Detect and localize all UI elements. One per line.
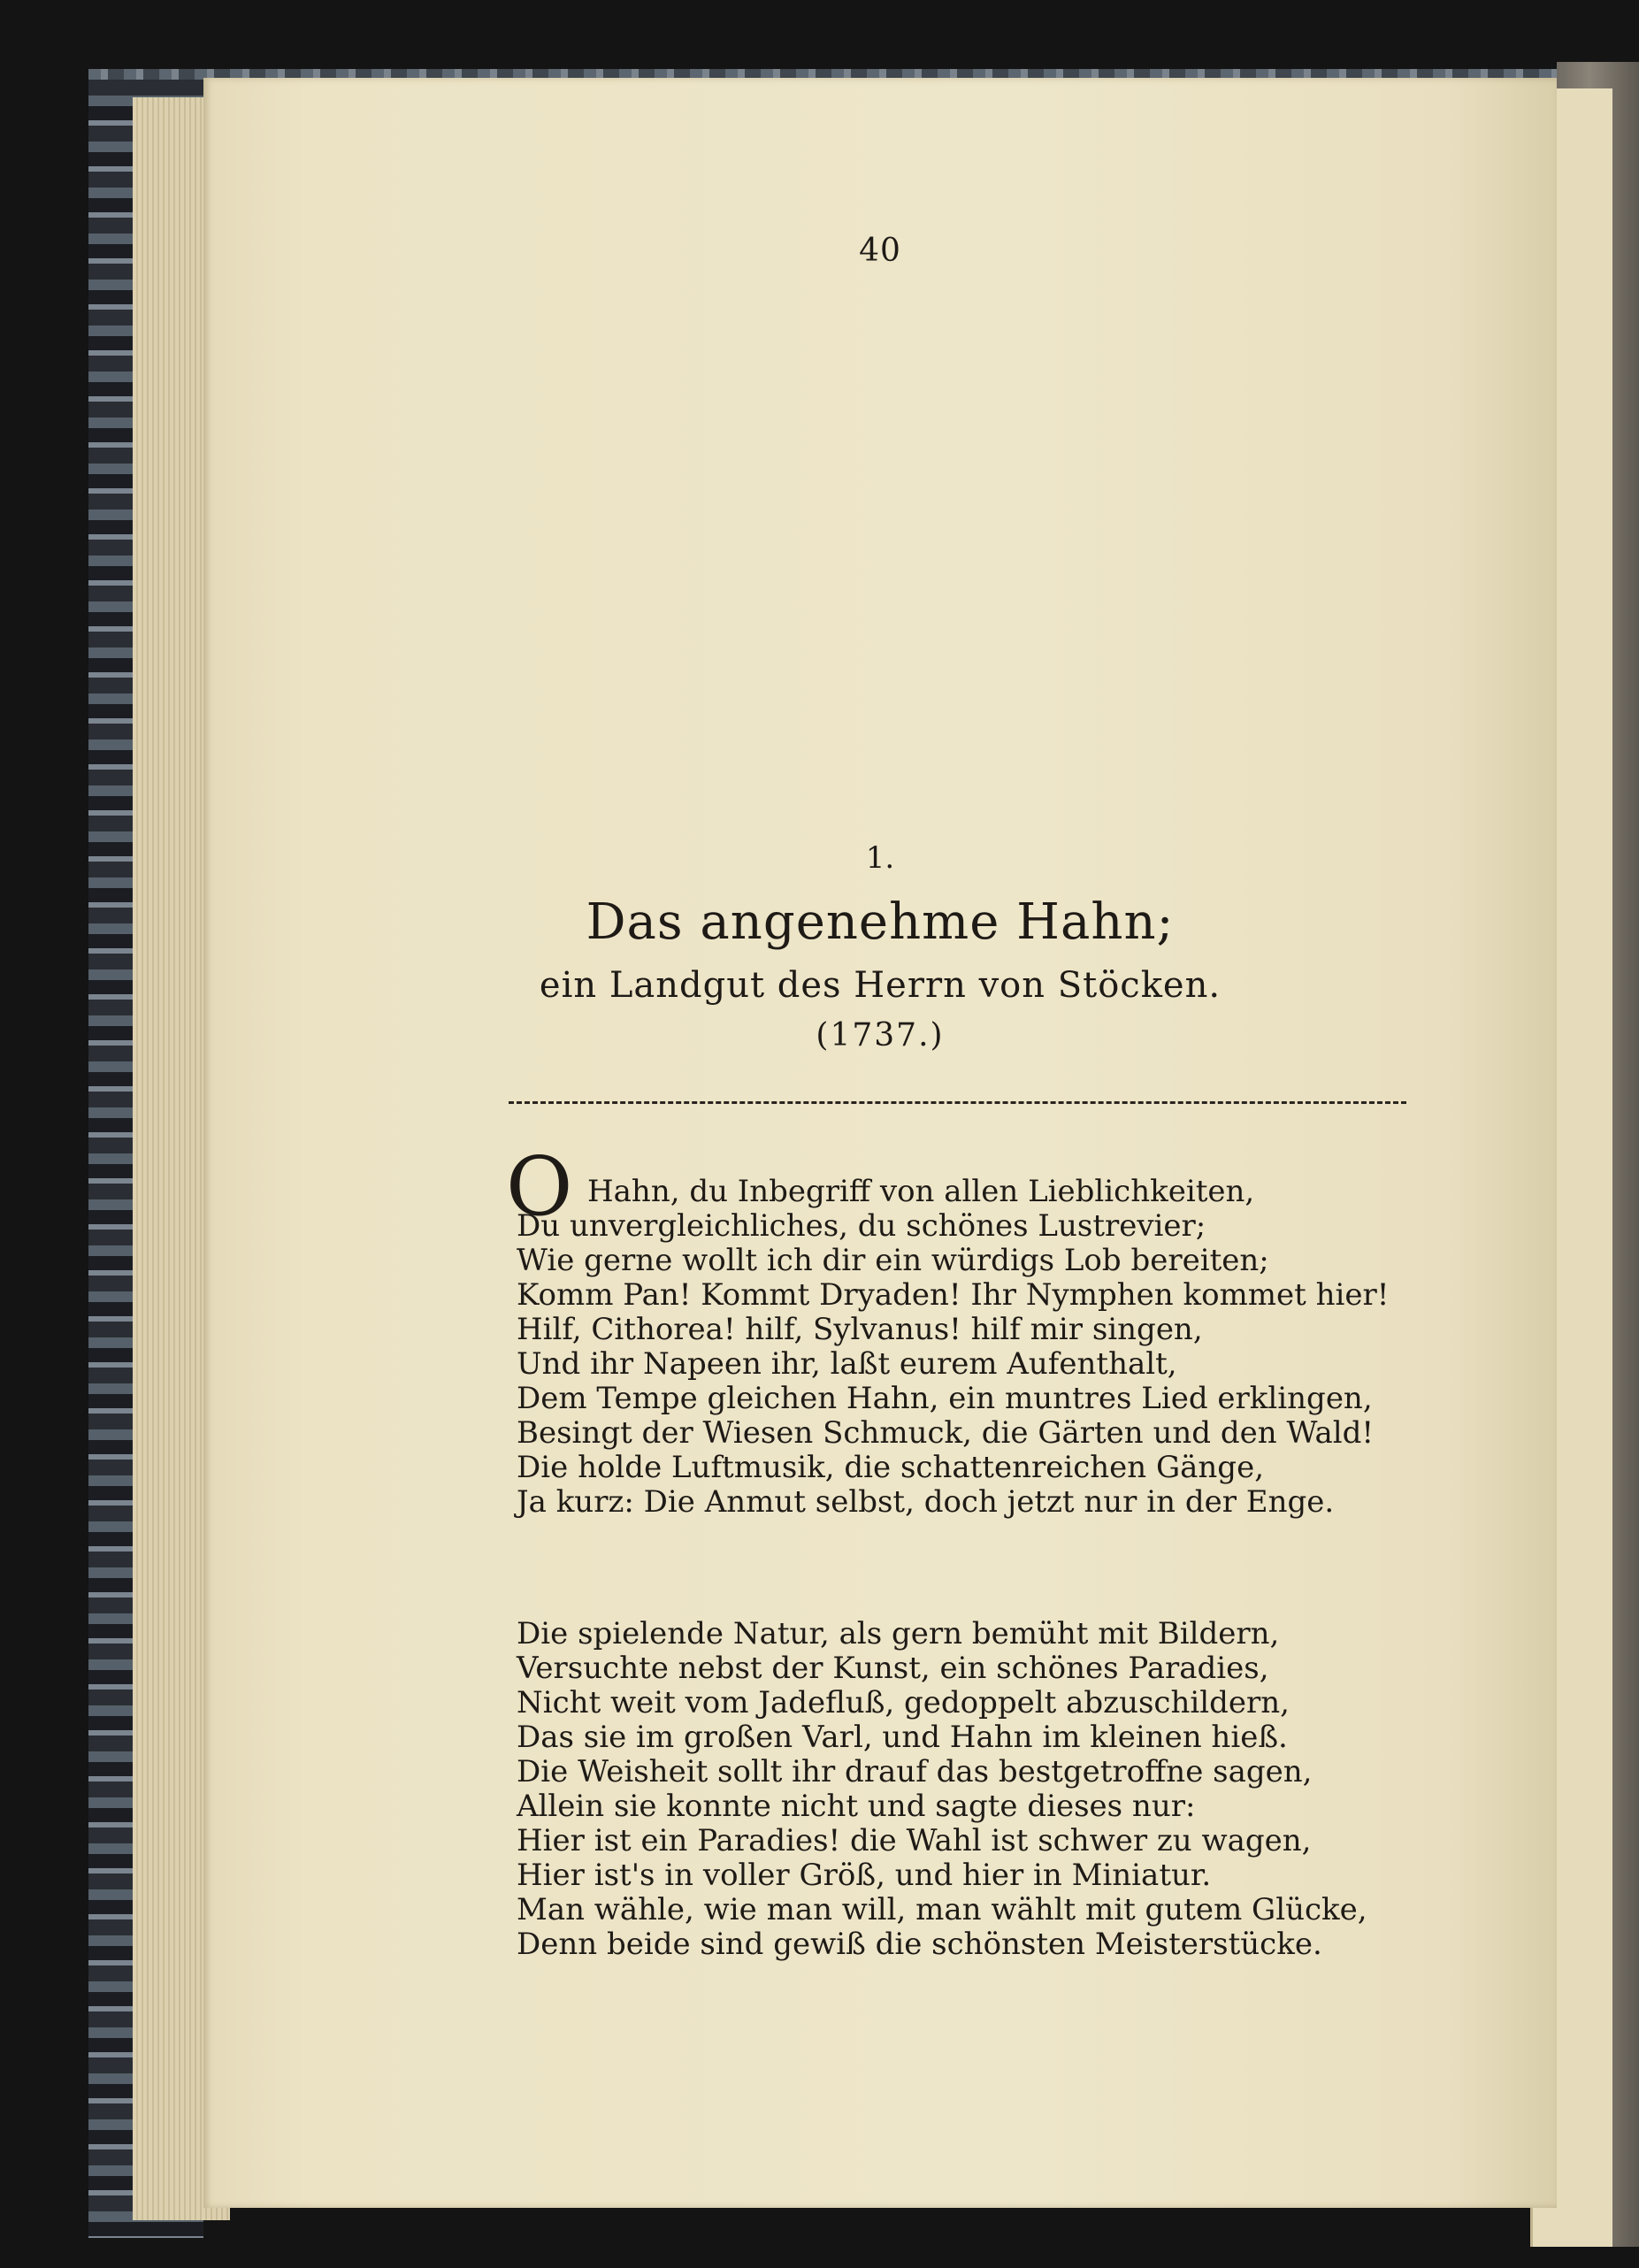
- poem-line: Besingt der Wiesen Schmuck, die Gärten und den Wald!: [517, 1415, 1375, 1451]
- poem-line: Das sie im großen Varl, und Hahn im kleinen hieß.: [517, 1720, 1288, 1755]
- stanza-2: [517, 1617, 1578, 1962]
- page-number: 40: [859, 233, 901, 269]
- poem-line: Die spielende Natur, als gern bemüht mit Bildern,: [517, 1616, 1280, 1651]
- poem-line: Hier ist's in voller Größ, und hier in Miniatur.: [517, 1858, 1212, 1893]
- stanza-1: [506, 1139, 1578, 1520]
- poem-year: (1737.): [816, 1017, 945, 1054]
- poem-line: Die Weisheit sollt ihr drauf das bestgetroffne sagen,: [517, 1754, 1313, 1789]
- poem-line: Ja kurz: Die Anmut selbst, doch jetzt nur in der Enge.: [517, 1484, 1335, 1520]
- poem-line: Du unvergleichliches, du schönes Lustrevier;: [517, 1208, 1206, 1244]
- poem-line: Die holde Luftmusik, die schattenreichen Gänge,: [517, 1450, 1265, 1485]
- poem-line: Nicht weit vom Jadefluß, gedoppelt abzuschildern,: [517, 1685, 1290, 1720]
- poem-line: Hier ist ein Paradies! die Wahl ist schwer zu wagen,: [517, 1823, 1312, 1858]
- poem-line: Hilf, Cithorea! hilf, Sylvanus! hilf mir singen,: [517, 1312, 1203, 1347]
- poem-line: Denn beide sind gewiß die schönsten Meisterstücke.: [517, 1927, 1322, 1962]
- poem-number: 1.: [865, 840, 895, 876]
- poem-line: Allein sie konnte nicht und sagte dieses nur:: [517, 1789, 1196, 1824]
- poem-line: Und ihr Napeen ihr, laßt eurem Aufenthalt,: [517, 1346, 1177, 1382]
- poem-line: Hahn, du Inbegriff von allen Lieblichkeiten,: [587, 1174, 1255, 1209]
- poem-line: Dem Tempe gleichen Hahn, ein muntres Lied erklingen,: [517, 1381, 1373, 1416]
- drop-cap-initial: O: [506, 1139, 573, 1234]
- book-page: [203, 78, 1557, 2208]
- poem-line: Wie gerne wollt ich dir ein würdigs Lob bereiten;: [517, 1243, 1269, 1278]
- dashed-divider: [509, 1101, 1406, 1104]
- poem-line: Komm Pan! Kommt Dryaden! Ihr Nymphen kommet hier!: [517, 1277, 1390, 1313]
- poem-subtitle: ein Landgut des Herrn von Stöcken.: [539, 965, 1222, 1006]
- poem-title: Das angenehme Hahn;: [586, 893, 1175, 951]
- poem-line: Versuchte nebst der Kunst, ein schönes Paradies,: [517, 1651, 1269, 1686]
- poem-line: Man wähle, wie man will, man wählt mit gutem Glücke,: [517, 1892, 1367, 1927]
